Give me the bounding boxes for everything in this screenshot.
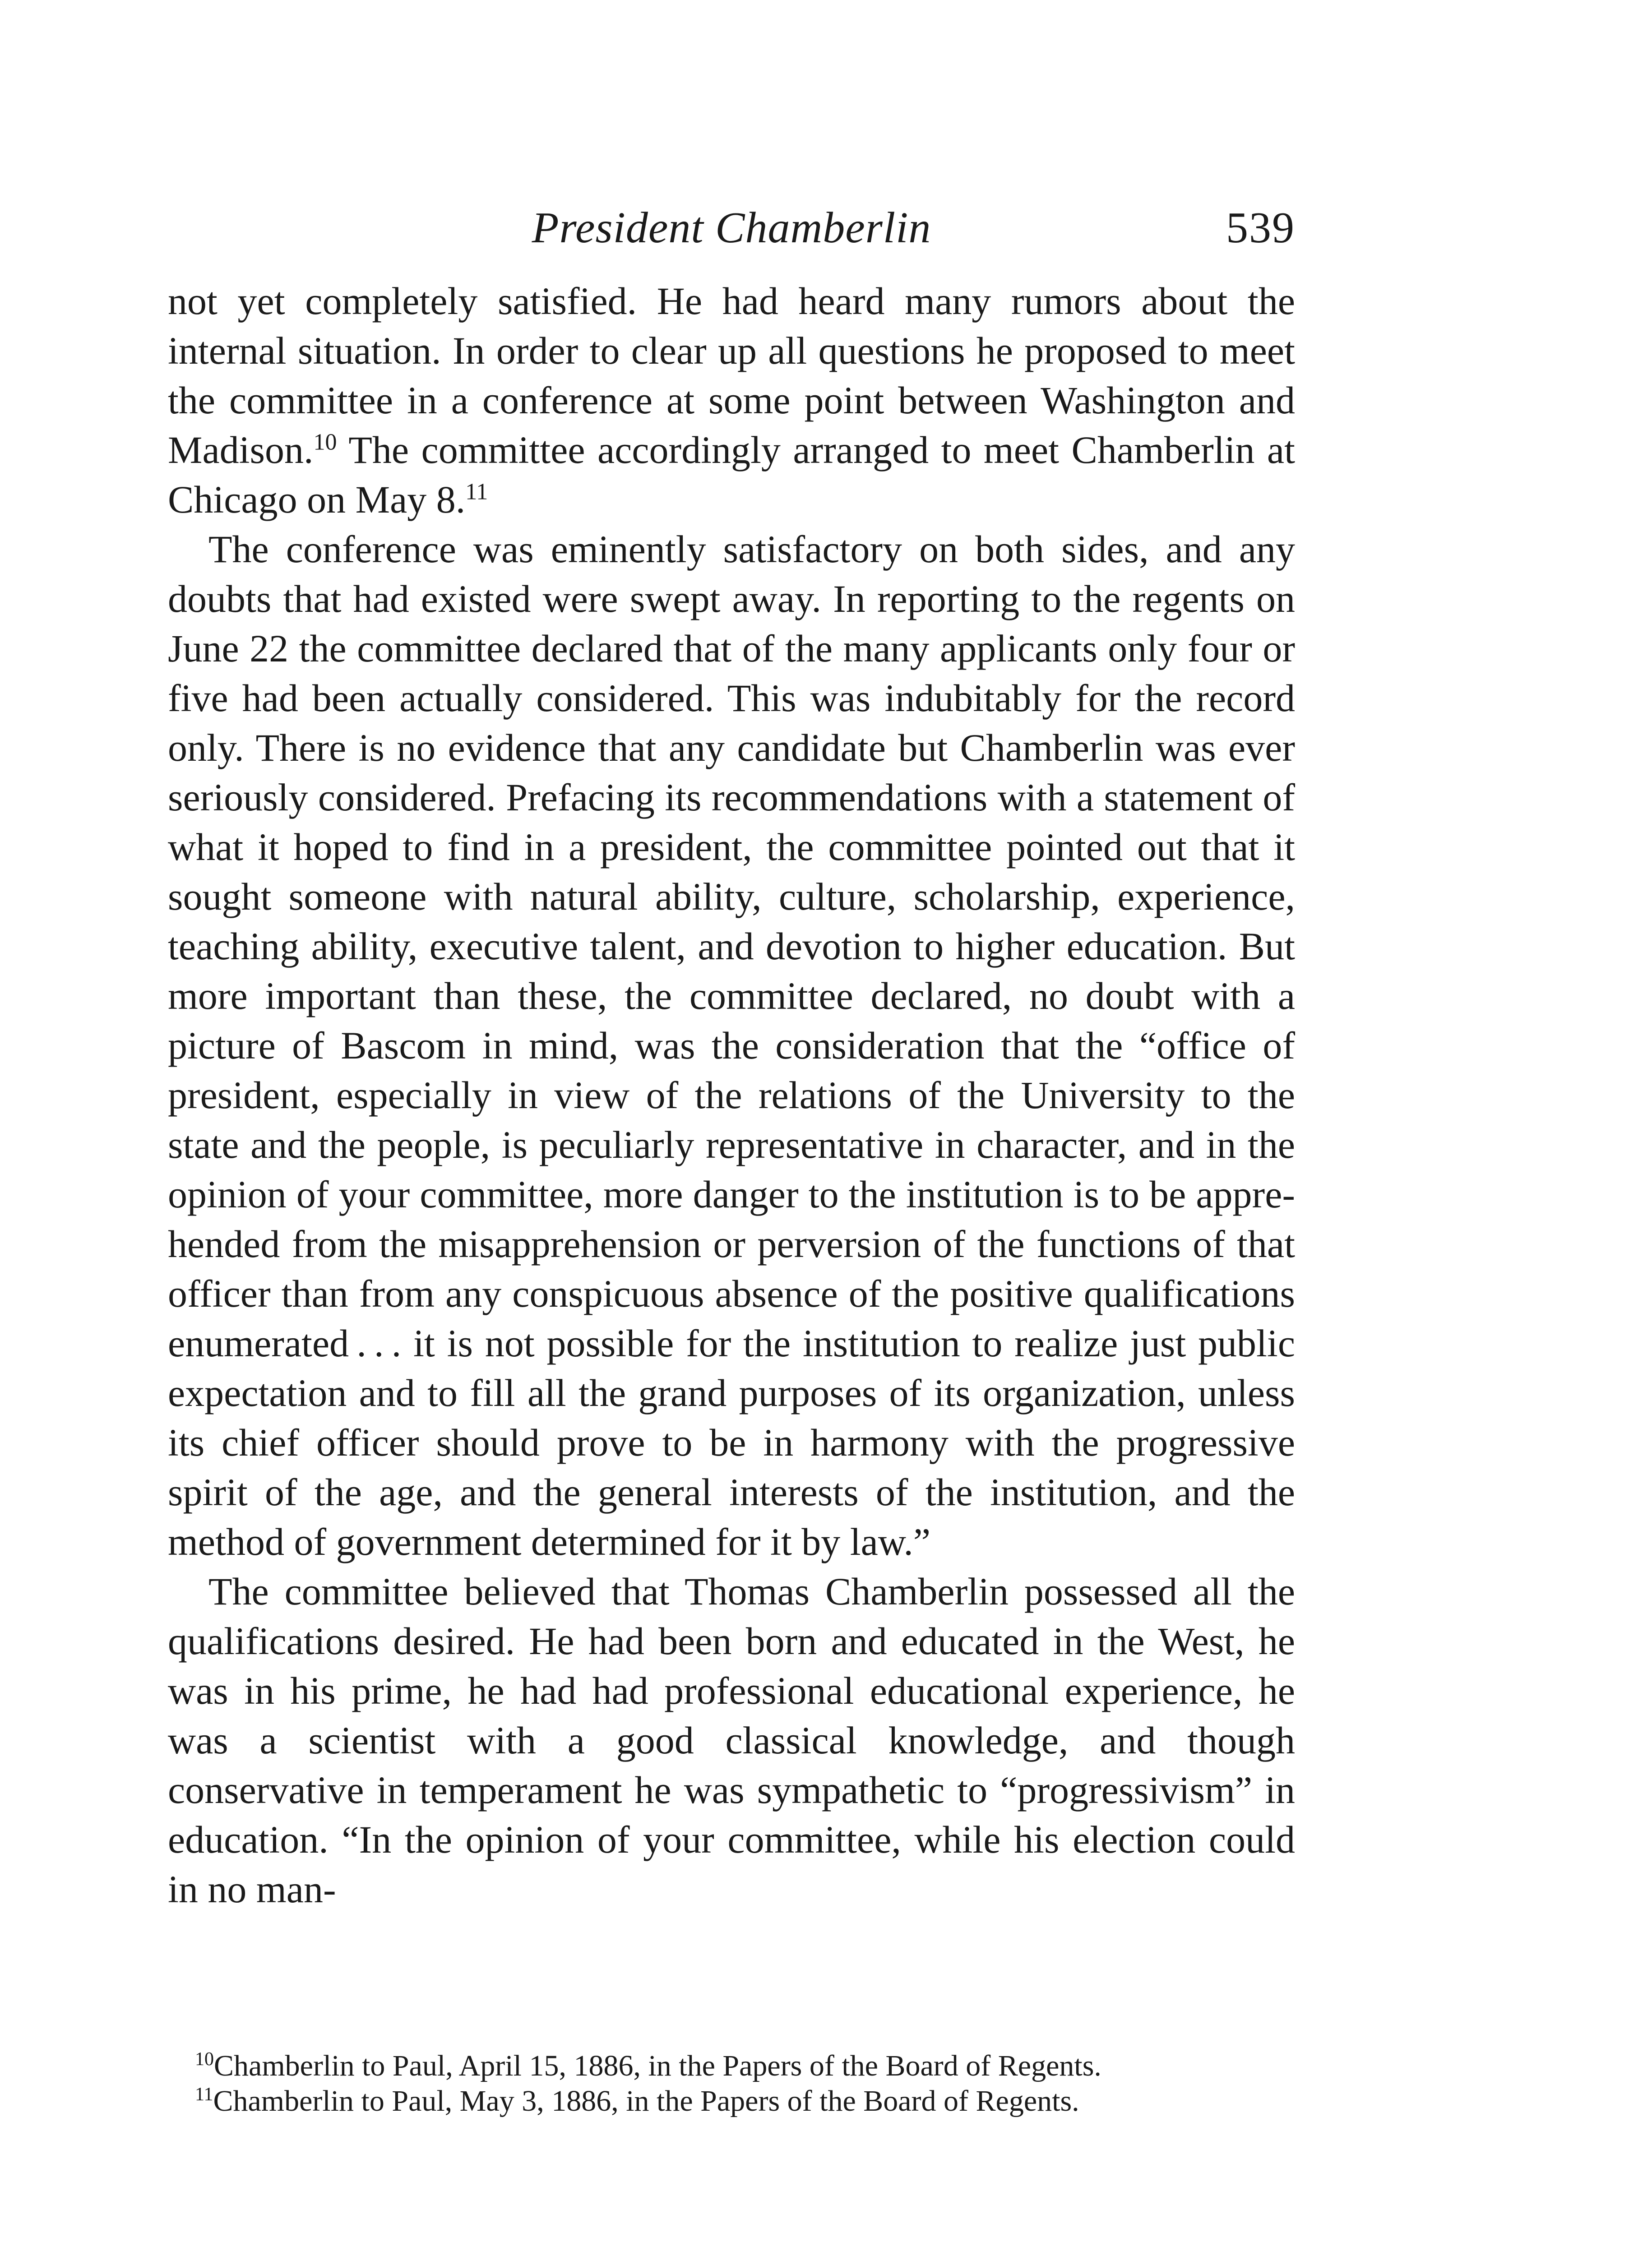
page-header bbox=[168, 201, 1295, 264]
footnote-11 bbox=[168, 2084, 1295, 2119]
paragraph-1-text-b: The committee accordingly arranged to meet Chamberlin at Chicago on May 8. bbox=[168, 428, 1295, 521]
running-title: President Chamberlin bbox=[532, 203, 931, 252]
footnote-ref-11: 11 bbox=[465, 479, 488, 505]
page-number: 539 bbox=[1226, 203, 1295, 252]
body-text bbox=[168, 276, 1295, 1914]
footnote-text: Chamberlin to Paul, May 3, 1886, in the Papers of the Board of Regents. bbox=[213, 2085, 1079, 2117]
footnote-marker: 11 bbox=[195, 2084, 213, 2105]
footnote-10 bbox=[168, 2048, 1295, 2084]
paragraph-1-text-a: not yet completely satisfied. He had heard many rumors about the internal situation. In order to clear up all questions he proposed to meet the committee in a conference at some point between Washington and Madison. bbox=[168, 279, 1295, 472]
footnote-marker: 10 bbox=[195, 2049, 214, 2070]
footnotes bbox=[168, 2048, 1295, 2119]
paragraph-1 bbox=[168, 276, 1295, 524]
paragraph-2: The conference was eminently satisfactory on both sides, and any doubts that had existed were swept away. In reporting to the regents on June 22 the committee declared that of the many applicants only four or five had been actually considered. This was indubitably for the record only. There is no evidence that any candidate but Chamberlin was ever seriously considered. Prefacing its recommendations with a statement of what it hoped to find in a president, the committee pointed out that it sought someone with natural ability, culture, scholarship, experience, teaching ability, executive talent, and devotion to higher education. But more important than these, the committee declared, no doubt with a picture of Bascom in mind, was the consideration that the “office of president, especially in view of the relations of the University to the state and the people, is peculiarly representative in character, and in the opinion of your committee, more danger to the institution is to be apprehended from the misapprehension or perversion of the functions of that officer than from any conspicuous absence of the positive qualifications enumerated . . . it is not possible for the institution to realize just public expectation and to fill all the grand purposes of its organization, unless its chief officer should prove to be in harmony with the progressive spirit of the age, and the general interests of the institution, and the method of government determined for it by law.” bbox=[168, 527, 1295, 1563]
footnote-text: Chamberlin to Paul, April 15, 1886, in the Papers of the Board of Regents. bbox=[214, 2049, 1101, 2082]
footnote-ref-10: 10 bbox=[313, 429, 337, 455]
paragraph-3: The committee believed that Thomas Chamberlin possessed all the qualifications desired. He had been born and educated in the West, he was in his prime, he had had professional educational experience, he was a scientist with a good classical knowledge, and though conservative in temperament he was sympathetic to “progressivism” in education. “In the opinion of your committee, while his election could in no man- bbox=[168, 1570, 1295, 1911]
